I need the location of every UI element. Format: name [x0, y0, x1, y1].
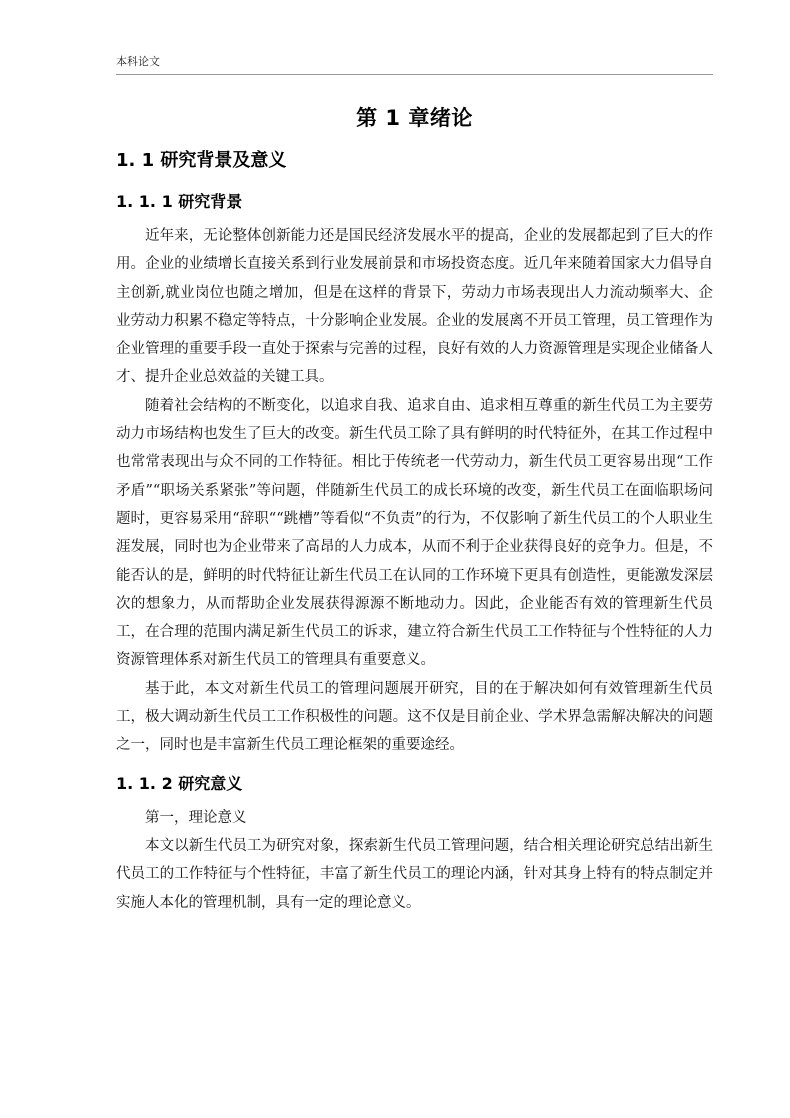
paragraph-background-2: 随着社会结构的不断变化，以追求自我、追求自由、追求相互尊重的新生代员工为主要劳动力市场结构也发生了巨大的改变。新生代员工除了具有鲜明的时代特征外，在其工作过程中也常常表现出与众不同的工作特征。相比于传统老一代劳动力，新生代员工更容易出现“工作矛盾”“职场关系紧张”等问题，伴随新生代员工的成长环境的改变，新生代员工在面临职场问题时，更容易采用“辞职““跳槽”等看似“不负责”的行为，不仅影响了新生代员工的个人职业生涯发展，同时也为企业带来了高昂的人力成本，从而不利于企业获得良好的竞争力。但是，不能否认的是，鲜明的时代特征让新生代员工在认同的工作环境下更具有创造性，更能激发深层次的想象力，从而帮助企业发展获得源源不断地动力。因此，企业能否有效的管理新生代员工，在合理的范围内满足新生代员工的诉求，建立符合新生代员工工作特征与个性特征的人力资源管理体系对新生代员工的管理具有重要意义。: [116, 397, 713, 669]
subheading-theory-significance: 第一，理论意义: [145, 809, 247, 826]
section-heading-1-1-1: 1. 1. 1 研究背景: [116, 192, 243, 211]
chapter-title: 第 1 章绪论: [356, 106, 473, 130]
document-body: [116, 96, 713, 917]
section-heading-1-1-2: 1. 1. 2 研究意义: [116, 773, 243, 793]
header-rule: [116, 74, 713, 75]
paragraph-background-3: 基于此，本文对新生代员工的管理问题展开研究，目的在于解决如何有效管理新生代员工，极大调动新生代员工工作积极性的问题。这不仅是目前企业、学术界急需解决解决的问题之一，同时也是丰富新生代员工理论框架的重要途经。: [116, 680, 713, 754]
paragraph-background-1: 近年来，无论整体创新能力还是国民经济发展水平的提高，企业的发展都起到了巨大的作用。企业的业绩增长直接关系到行业发展前景和市场投资态度。近几年来随着国家大力倡导自主创新,就业岗位也随之增加，但是在这样的背景下，劳动力市场表现出人力流动频率大、企业劳动力积累不稳定等特点，十分影响企业发展。企业的发展离不开员工管理，员工管理作为企业管理的重要手段一直处于探索与完善的过程，良好有效的人力资源管理是实现企业储备人才、提升企业总效益的关键工具。: [116, 228, 713, 386]
paragraph-significance-1: 本文以新生代员工为研究对象，探索新生代员工管理问题，结合相关理论研究总结出新生代员工的工作特征与个性特征，丰富了新生代员工的理论内涵，针对其身上特有的特点制定并实施人本化的管理机制，具有一定的理论意义。: [116, 837, 713, 911]
running-header: 本科论文: [116, 55, 160, 68]
section-heading-1-1: 1. 1 研究背景及意义: [116, 150, 287, 171]
